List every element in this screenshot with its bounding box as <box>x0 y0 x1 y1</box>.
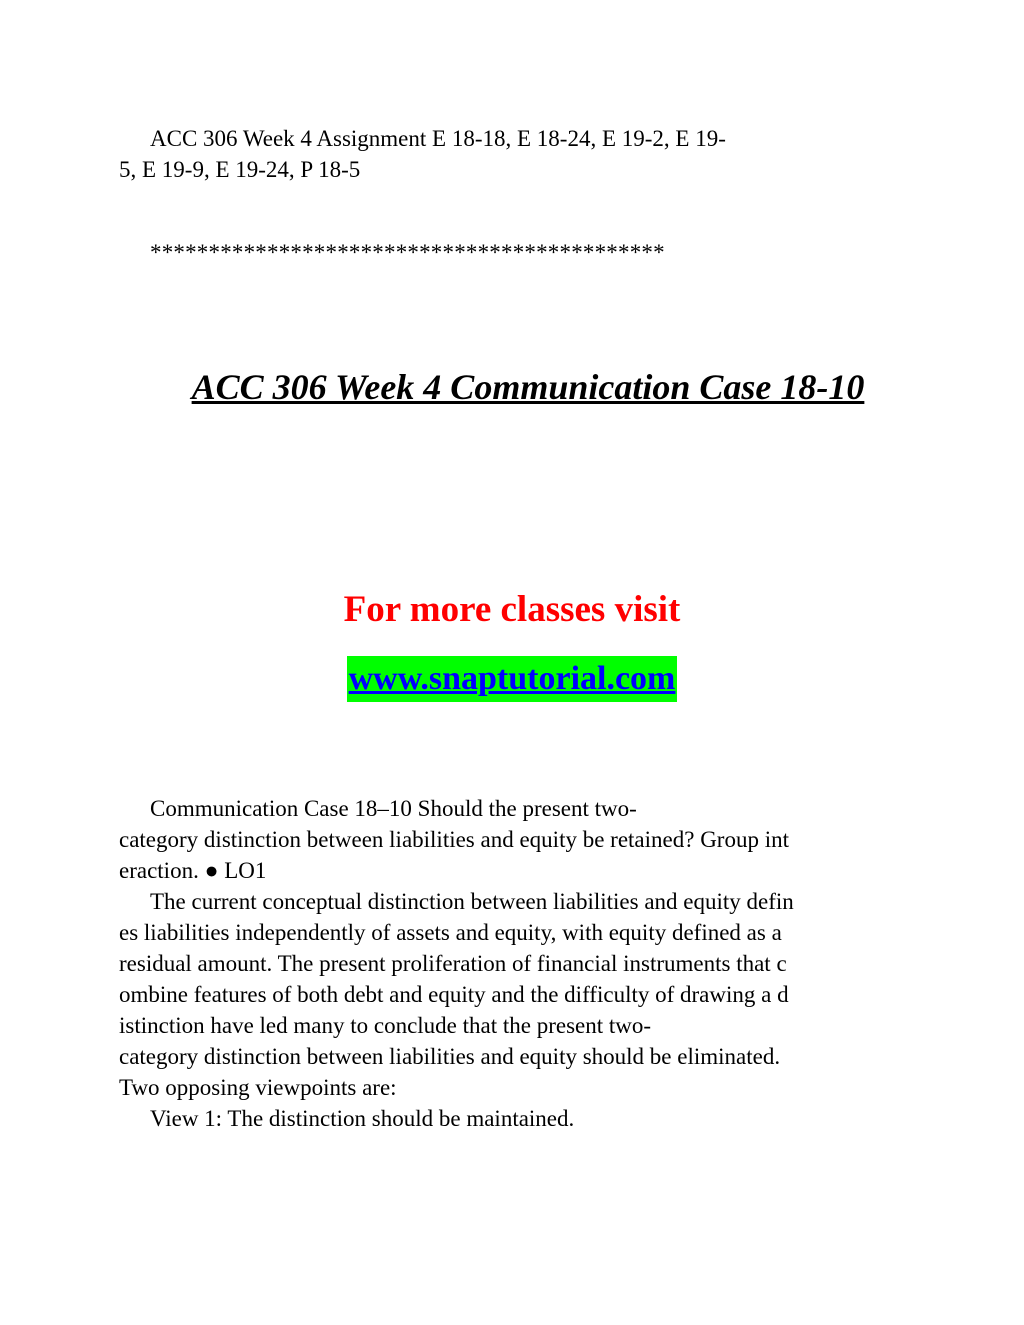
separator-asterisks: ******************************************** <box>150 240 665 265</box>
promo-text: For more classes visit <box>343 589 681 630</box>
body-line-6: residual amount. The present proliferation of financial instruments that c <box>119 951 787 976</box>
body-line-3: eraction. ● LO1 <box>119 858 267 883</box>
body-line-2: category distinction between liabilities and equity be retained? Group int <box>119 827 789 852</box>
body-line-1: Communication Case 18–10 Should the present two- <box>150 796 637 821</box>
body-line-8: istinction have led many to conclude that the present two- <box>119 1013 652 1038</box>
body-line-4: The current conceptual distinction between liabilities and equity defin <box>150 889 794 914</box>
body-line-11: View 1: The distinction should be maintained. <box>150 1106 575 1131</box>
assignment-heading-line-2: 5, E 19-9, E 19-24, P 18-5 <box>119 157 361 182</box>
snaptutorial-link[interactable]: www.snaptutorial.com <box>347 656 678 702</box>
body-line-9: category distinction between liabilities and equity should be eliminated. <box>119 1044 781 1069</box>
promo-link-wrap <box>0 656 1024 702</box>
assignment-heading-line-1: ACC 306 Week 4 Assignment E 18-18, E 18-24, E 19-2, E 19- <box>150 126 726 151</box>
body-line-5: es liabilities independently of assets and equity, with equity defined as a <box>119 920 782 945</box>
case-title: ACC 306 Week 4 Communication Case 18-10 <box>191 367 865 407</box>
body-line-7: ombine features of both debt and equity and the difficulty of drawing a d <box>119 982 789 1007</box>
body-line-10: Two opposing viewpoints are: <box>119 1075 397 1100</box>
